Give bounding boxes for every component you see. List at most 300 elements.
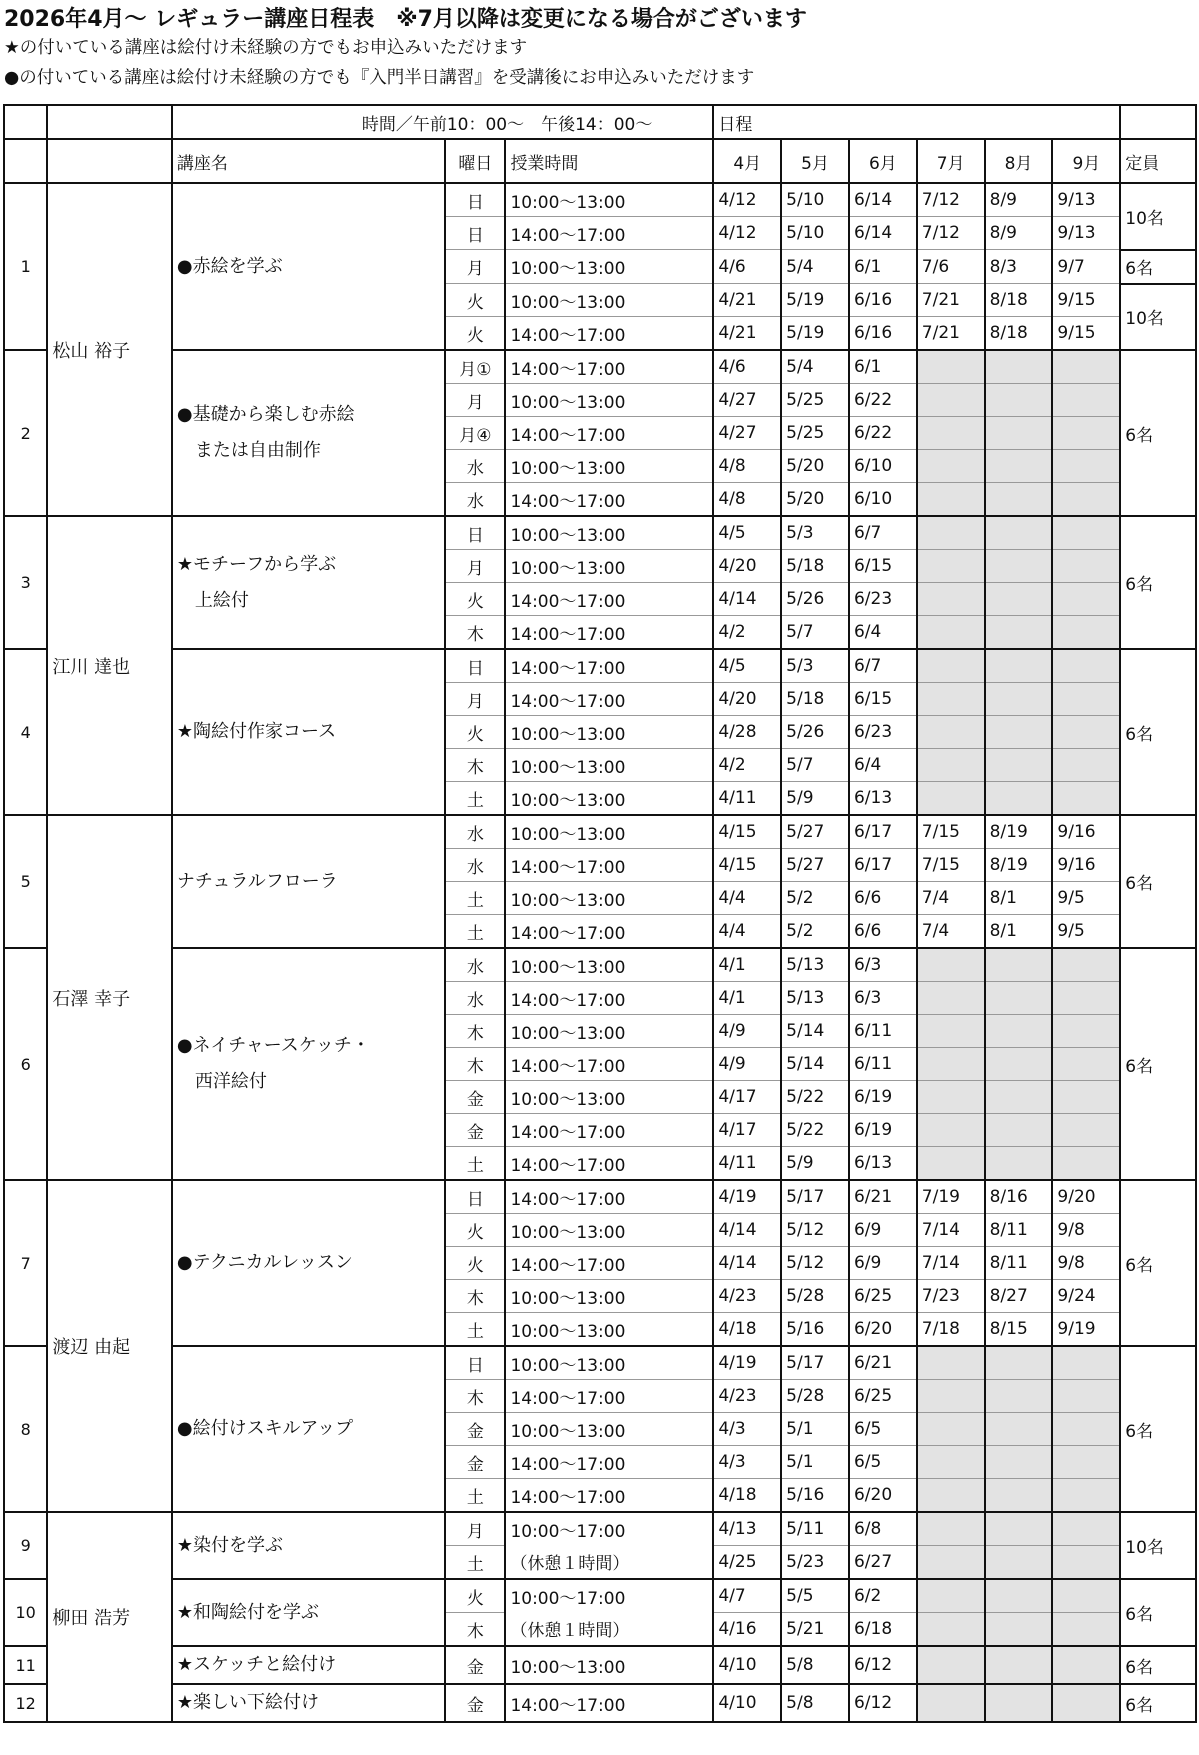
date-cell: 4/25 (713, 1546, 781, 1580)
date-cell: 5/20 (781, 450, 849, 483)
weekday-cell: 月 (445, 1512, 505, 1546)
class-time-cell: 14:00～17:00 (505, 317, 713, 351)
month-header: 7月 (917, 139, 985, 183)
date-cell (917, 1479, 985, 1513)
class-time-cell: 10:00～13:00 (505, 948, 713, 982)
course-name (172, 815, 446, 948)
date-cell: 6/5 (849, 1446, 917, 1479)
weekday-cell: 日 (445, 217, 505, 250)
class-time-cell: （休憩１時間） (505, 1546, 713, 1580)
date-cell: 4/10 (713, 1684, 781, 1722)
date-cell (985, 1579, 1053, 1613)
date-cell: 4/11 (713, 1147, 781, 1181)
teacher-name: 渡辺 由起 (47, 1180, 172, 1512)
class-time-cell: 10:00～13:00 (505, 1280, 713, 1313)
table-row (4, 948, 1196, 982)
date-cell: 5/17 (781, 1180, 849, 1214)
date-cell (985, 1479, 1053, 1513)
date-cell (985, 1646, 1053, 1684)
date-cell: 4/11 (713, 782, 781, 816)
weekday-cell: 木 (445, 616, 505, 650)
class-time-cell: 10:00～13:00 (505, 749, 713, 782)
weekday-cell: 水 (445, 483, 505, 517)
date-cell: 6/7 (849, 516, 917, 550)
class-time-cell: 10:00～13:00 (505, 1015, 713, 1048)
capacity-cell: 10名 (1120, 284, 1196, 351)
date-cell (917, 1546, 985, 1580)
weekday-cell: 水 (445, 948, 505, 982)
date-cell: 4/27 (713, 384, 781, 417)
course-name-line: または自由制作 (176, 440, 321, 461)
date-cell: 9/15 (1052, 284, 1120, 317)
date-cell: 5/1 (781, 1413, 849, 1446)
date-cell: 6/1 (849, 350, 917, 384)
date-cell: 6/13 (849, 782, 917, 816)
course-name (172, 350, 446, 516)
class-time-cell: 10:00～13:00 (505, 450, 713, 483)
date-cell: 5/23 (781, 1546, 849, 1580)
date-cell: 5/7 (781, 616, 849, 650)
date-cell: 5/26 (781, 716, 849, 749)
class-time-cell: 10:00～13:00 (505, 550, 713, 583)
class-time-cell: 14:00～17:00 (505, 683, 713, 716)
date-cell (985, 450, 1053, 483)
class-time-cell: 14:00～17:00 (505, 1446, 713, 1479)
date-cell (985, 516, 1053, 550)
course-name (172, 1684, 446, 1722)
date-cell: 4/9 (713, 1048, 781, 1081)
class-time-cell: 14:00～17:00 (505, 1684, 713, 1722)
date-cell: 4/20 (713, 683, 781, 716)
date-cell: 8/15 (985, 1313, 1053, 1347)
course-name-line: ★楽しい下絵付け (176, 1692, 320, 1713)
date-cell: 5/5 (781, 1579, 849, 1613)
class-time-cell: 14:00～17:00 (505, 1048, 713, 1081)
date-cell: 5/17 (781, 1346, 849, 1380)
class-time-cell: 14:00～17:00 (505, 649, 713, 683)
course-name-line: ●テクニカルレッスン (176, 1252, 353, 1273)
date-cell: 8/18 (985, 284, 1053, 317)
weekday-cell: 月 (445, 384, 505, 417)
date-cell: 6/23 (849, 583, 917, 616)
note-circle: ●の付いている講座は絵付け未経験の方でも『入門半日講習』を受講後にお申込みいただけます (4, 68, 755, 88)
table-row (4, 1646, 1196, 1684)
weekday-cell: 日 (445, 649, 505, 683)
date-cell (1052, 1114, 1120, 1147)
weekday-cell: 木 (445, 1048, 505, 1081)
date-cell: 6/18 (849, 1613, 917, 1647)
date-cell (917, 516, 985, 550)
date-cell: 5/1 (781, 1446, 849, 1479)
date-cell: 9/8 (1052, 1247, 1120, 1280)
date-cell: 7/4 (917, 882, 985, 915)
class-time-cell: 10:00～13:00 (505, 1413, 713, 1446)
weekday-cell: 水 (445, 815, 505, 849)
date-cell: 5/16 (781, 1479, 849, 1513)
weekday-cell: 月 (445, 683, 505, 716)
date-cell: 9/13 (1052, 183, 1120, 217)
weekday-cell: 土 (445, 1479, 505, 1513)
capacity-cell: 10名 (1120, 183, 1196, 250)
date-cell: 4/4 (713, 882, 781, 915)
date-cell (917, 1015, 985, 1048)
date-cell (917, 483, 985, 517)
date-cell: 5/13 (781, 982, 849, 1015)
class-time-cell: 10:00～13:00 (505, 716, 713, 749)
date-cell: 4/27 (713, 417, 781, 450)
date-cell: 5/22 (781, 1114, 849, 1147)
date-cell: 9/15 (1052, 317, 1120, 351)
course-name (172, 1512, 446, 1579)
date-cell: 5/18 (781, 550, 849, 583)
date-cell: 5/8 (781, 1646, 849, 1684)
month-header: 9月 (1052, 139, 1120, 183)
date-cell: 7/23 (917, 1280, 985, 1313)
course-number: 3 (4, 516, 47, 649)
date-cell (917, 749, 985, 782)
date-cell (917, 1684, 985, 1722)
course-name-line: 西洋絵付 (176, 1071, 267, 1092)
month-header: 5月 (781, 139, 849, 183)
capacity-cell: 6名 (1120, 250, 1196, 284)
date-cell: 5/3 (781, 516, 849, 550)
course-number: 8 (4, 1346, 47, 1512)
date-cell: 6/25 (849, 1280, 917, 1313)
course-number: 11 (4, 1646, 47, 1684)
date-cell: 5/25 (781, 417, 849, 450)
capacity-cell: 6名 (1120, 1180, 1196, 1346)
date-cell: 5/3 (781, 649, 849, 683)
weekday-cell: 木 (445, 1380, 505, 1413)
month-header: 8月 (985, 139, 1053, 183)
class-time-cell: 10:00～13:00 (505, 183, 713, 217)
date-cell: 6/21 (849, 1346, 917, 1380)
capacity-cell: 6名 (1120, 1684, 1196, 1722)
date-cell (917, 716, 985, 749)
date-cell: 5/16 (781, 1313, 849, 1347)
course-name-line: ●赤絵を学ぶ (176, 255, 283, 277)
date-cell: 5/9 (781, 782, 849, 816)
date-cell (985, 948, 1053, 982)
header-row-1 (4, 105, 1196, 139)
course-name (172, 1180, 446, 1346)
date-cell (985, 550, 1053, 583)
date-cell (985, 1684, 1053, 1722)
course-name-line: 上絵付 (176, 589, 249, 611)
date-cell: 5/12 (781, 1214, 849, 1247)
date-cell (1052, 683, 1120, 716)
date-cell: 9/20 (1052, 1180, 1120, 1214)
date-cell: 4/4 (713, 915, 781, 949)
date-cell (917, 683, 985, 716)
date-cell (985, 1512, 1053, 1546)
course-name-line: ★モチーフから学ぶ (176, 553, 337, 575)
date-cell (1052, 1512, 1120, 1546)
date-cell: 7/14 (917, 1214, 985, 1247)
date-cell: 4/23 (713, 1280, 781, 1313)
date-cell (985, 1048, 1053, 1081)
date-cell (917, 350, 985, 384)
class-time-cell: 14:00～17:00 (505, 915, 713, 949)
date-cell (917, 649, 985, 683)
table-row (4, 1684, 1196, 1722)
date-cell: 4/21 (713, 317, 781, 351)
weekday-cell: 土 (445, 915, 505, 949)
date-cell: 5/26 (781, 583, 849, 616)
date-cell (917, 1512, 985, 1546)
schedule-label: 日程 (713, 105, 1120, 139)
date-cell: 6/15 (849, 683, 917, 716)
class-time-cell: 10:00～13:00 (505, 516, 713, 550)
date-cell: 5/22 (781, 1081, 849, 1114)
date-cell (917, 1346, 985, 1380)
course-name-line: ★スケッチと絵付け (176, 1654, 337, 1675)
date-cell: 4/8 (713, 483, 781, 517)
date-cell (917, 1081, 985, 1114)
date-cell: 5/21 (781, 1613, 849, 1647)
date-cell: 9/8 (1052, 1214, 1120, 1247)
date-cell: 4/5 (713, 516, 781, 550)
course-name (172, 516, 446, 649)
date-cell: 4/13 (713, 1512, 781, 1546)
class-time-cell: 10:00～17:00 (505, 1579, 713, 1613)
date-cell: 8/19 (985, 849, 1053, 882)
course-name-header: 講座名 (172, 139, 446, 183)
date-cell (1052, 1579, 1120, 1613)
date-cell: 4/2 (713, 749, 781, 782)
course-name (172, 1646, 446, 1684)
date-cell: 8/11 (985, 1247, 1053, 1280)
weekday-cell: 日 (445, 183, 505, 217)
table-row (4, 1180, 1196, 1214)
course-name-line: ★陶絵付作家コース (176, 721, 337, 742)
date-cell: 7/4 (917, 915, 985, 949)
date-cell: 4/21 (713, 284, 781, 317)
class-time-header: 授業時間 (505, 139, 713, 183)
date-cell: 6/17 (849, 815, 917, 849)
class-time-cell: 10:00～13:00 (505, 815, 713, 849)
date-cell (917, 982, 985, 1015)
date-cell: 8/19 (985, 815, 1053, 849)
date-cell: 5/19 (781, 284, 849, 317)
date-cell: 5/14 (781, 1015, 849, 1048)
date-cell: 7/18 (917, 1313, 985, 1347)
date-cell (985, 749, 1053, 782)
weekday-cell: 金 (445, 1446, 505, 1479)
class-time-cell: 14:00～17:00 (505, 1180, 713, 1214)
date-cell (1052, 1048, 1120, 1081)
date-cell: 5/4 (781, 350, 849, 384)
class-time-cell: 14:00～17:00 (505, 1147, 713, 1181)
date-cell (985, 1613, 1053, 1647)
course-name (172, 649, 446, 815)
date-cell (917, 782, 985, 816)
class-time-cell: （休憩１時間） (505, 1613, 713, 1647)
teacher-name: 柳田 浩芳 (47, 1512, 172, 1722)
date-cell: 9/19 (1052, 1313, 1120, 1347)
date-cell (1052, 1015, 1120, 1048)
capacity-cell: 10名 (1120, 1512, 1196, 1579)
date-cell: 7/15 (917, 849, 985, 882)
date-cell: 4/16 (713, 1613, 781, 1647)
date-cell (985, 483, 1053, 517)
date-cell (985, 1546, 1053, 1580)
date-cell: 6/12 (849, 1646, 917, 1684)
weekday-cell: 日 (445, 1180, 505, 1214)
date-cell: 9/13 (1052, 217, 1120, 250)
class-time-cell: 10:00～13:00 (505, 1214, 713, 1247)
date-cell: 6/16 (849, 317, 917, 351)
teacher-name: 石澤 幸子 (47, 815, 172, 1180)
class-time-cell: 14:00～17:00 (505, 616, 713, 650)
date-cell (917, 417, 985, 450)
date-cell: 6/19 (849, 1114, 917, 1147)
date-cell: 7/21 (917, 284, 985, 317)
table-row (4, 815, 1196, 849)
date-cell (917, 1048, 985, 1081)
date-cell: 8/16 (985, 1180, 1053, 1214)
weekday-cell: 月④ (445, 417, 505, 450)
date-cell: 6/27 (849, 1546, 917, 1580)
weekday-cell: 火 (445, 317, 505, 351)
date-cell (985, 1446, 1053, 1479)
date-cell: 6/9 (849, 1214, 917, 1247)
table-row (4, 1346, 1196, 1380)
course-number: 4 (4, 649, 47, 815)
date-cell: 9/5 (1052, 915, 1120, 949)
date-cell (1052, 450, 1120, 483)
date-cell: 4/6 (713, 250, 781, 284)
date-cell: 5/25 (781, 384, 849, 417)
weekday-cell: 水 (445, 450, 505, 483)
course-name-line: ●絵付けスキルアップ (176, 1418, 354, 1439)
date-cell (917, 450, 985, 483)
capacity-cell: 6名 (1120, 516, 1196, 649)
date-cell (917, 616, 985, 650)
date-cell (985, 616, 1053, 650)
course-number: 6 (4, 948, 47, 1180)
date-cell: 5/8 (781, 1684, 849, 1722)
course-number: 1 (4, 183, 47, 350)
teacher-name: 江川 達也 (47, 516, 172, 815)
date-cell: 6/11 (849, 1048, 917, 1081)
date-cell: 8/11 (985, 1214, 1053, 1247)
class-time-cell: 14:00～17:00 (505, 483, 713, 517)
weekday-cell: 木 (445, 1015, 505, 1048)
class-time-cell: 14:00～17:00 (505, 1114, 713, 1147)
date-cell: 4/14 (713, 583, 781, 616)
weekday-cell: 金 (445, 1684, 505, 1722)
weekday-cell: 火 (445, 284, 505, 317)
date-cell: 6/20 (849, 1313, 917, 1347)
date-cell: 4/6 (713, 350, 781, 384)
date-cell (985, 1147, 1053, 1181)
date-cell (985, 1114, 1053, 1147)
date-cell (1052, 1446, 1120, 1479)
date-cell (1052, 417, 1120, 450)
month-header: 4月 (713, 139, 781, 183)
weekday-cell: 月 (445, 250, 505, 284)
weekday-cell: 土 (445, 782, 505, 816)
date-cell: 5/2 (781, 915, 849, 949)
date-cell: 4/19 (713, 1180, 781, 1214)
date-cell: 4/3 (713, 1413, 781, 1446)
date-cell (917, 1579, 985, 1613)
date-cell (1052, 782, 1120, 816)
date-cell (1052, 649, 1120, 683)
date-cell: 4/18 (713, 1479, 781, 1513)
class-time-cell: 10:00～13:00 (505, 1081, 713, 1114)
date-cell: 7/19 (917, 1180, 985, 1214)
date-cell (1052, 384, 1120, 417)
date-cell: 5/28 (781, 1380, 849, 1413)
date-cell (917, 1446, 985, 1479)
weekday-cell: 土 (445, 1147, 505, 1181)
date-cell: 4/17 (713, 1114, 781, 1147)
date-cell: 5/27 (781, 815, 849, 849)
class-time-cell: 10:00～13:00 (505, 1313, 713, 1347)
date-cell: 4/5 (713, 649, 781, 683)
date-cell (1052, 583, 1120, 616)
weekday-cell: 水 (445, 982, 505, 1015)
date-cell (985, 649, 1053, 683)
date-cell: 5/7 (781, 749, 849, 782)
date-cell: 8/1 (985, 882, 1053, 915)
date-cell: 7/21 (917, 317, 985, 351)
class-time-cell: 10:00～13:00 (505, 250, 713, 284)
weekday-cell: 金 (445, 1413, 505, 1446)
class-time-cell: 10:00～13:00 (505, 882, 713, 915)
class-time-cell: 14:00～17:00 (505, 982, 713, 1015)
date-cell (1052, 749, 1120, 782)
weekday-cell: 木 (445, 1613, 505, 1647)
date-cell (985, 1380, 1053, 1413)
date-cell: 6/9 (849, 1247, 917, 1280)
date-cell (985, 1015, 1053, 1048)
date-cell: 7/12 (917, 183, 985, 217)
date-cell: 9/16 (1052, 815, 1120, 849)
date-cell: 6/12 (849, 1684, 917, 1722)
weekday-cell: 土 (445, 1546, 505, 1580)
date-cell: 4/14 (713, 1247, 781, 1280)
course-name-line: ★染付を学ぶ (176, 1534, 284, 1556)
date-cell: 6/15 (849, 550, 917, 583)
date-cell: 4/14 (713, 1214, 781, 1247)
course-number: 9 (4, 1512, 47, 1579)
date-cell: 5/20 (781, 483, 849, 517)
date-cell: 4/3 (713, 1446, 781, 1479)
date-cell: 5/10 (781, 217, 849, 250)
date-cell: 4/12 (713, 183, 781, 217)
class-time-cell: 14:00～17:00 (505, 350, 713, 384)
date-cell (1052, 1684, 1120, 1722)
date-cell: 8/3 (985, 250, 1053, 284)
class-time-cell: 10:00～13:00 (505, 1646, 713, 1684)
date-cell: 4/9 (713, 1015, 781, 1048)
date-cell: 5/2 (781, 882, 849, 915)
date-cell: 8/27 (985, 1280, 1053, 1313)
class-time-cell: 14:00～17:00 (505, 1380, 713, 1413)
date-cell: 6/5 (849, 1413, 917, 1446)
class-time-cell: 14:00～17:00 (505, 417, 713, 450)
weekday-cell: 土 (445, 882, 505, 915)
course-number: 10 (4, 1579, 47, 1646)
date-cell: 4/19 (713, 1346, 781, 1380)
capacity-cell: 6名 (1120, 815, 1196, 948)
date-cell: 8/1 (985, 915, 1053, 949)
class-time-cell: 10:00～17:00 (505, 1512, 713, 1546)
weekday-cell: 月 (445, 550, 505, 583)
